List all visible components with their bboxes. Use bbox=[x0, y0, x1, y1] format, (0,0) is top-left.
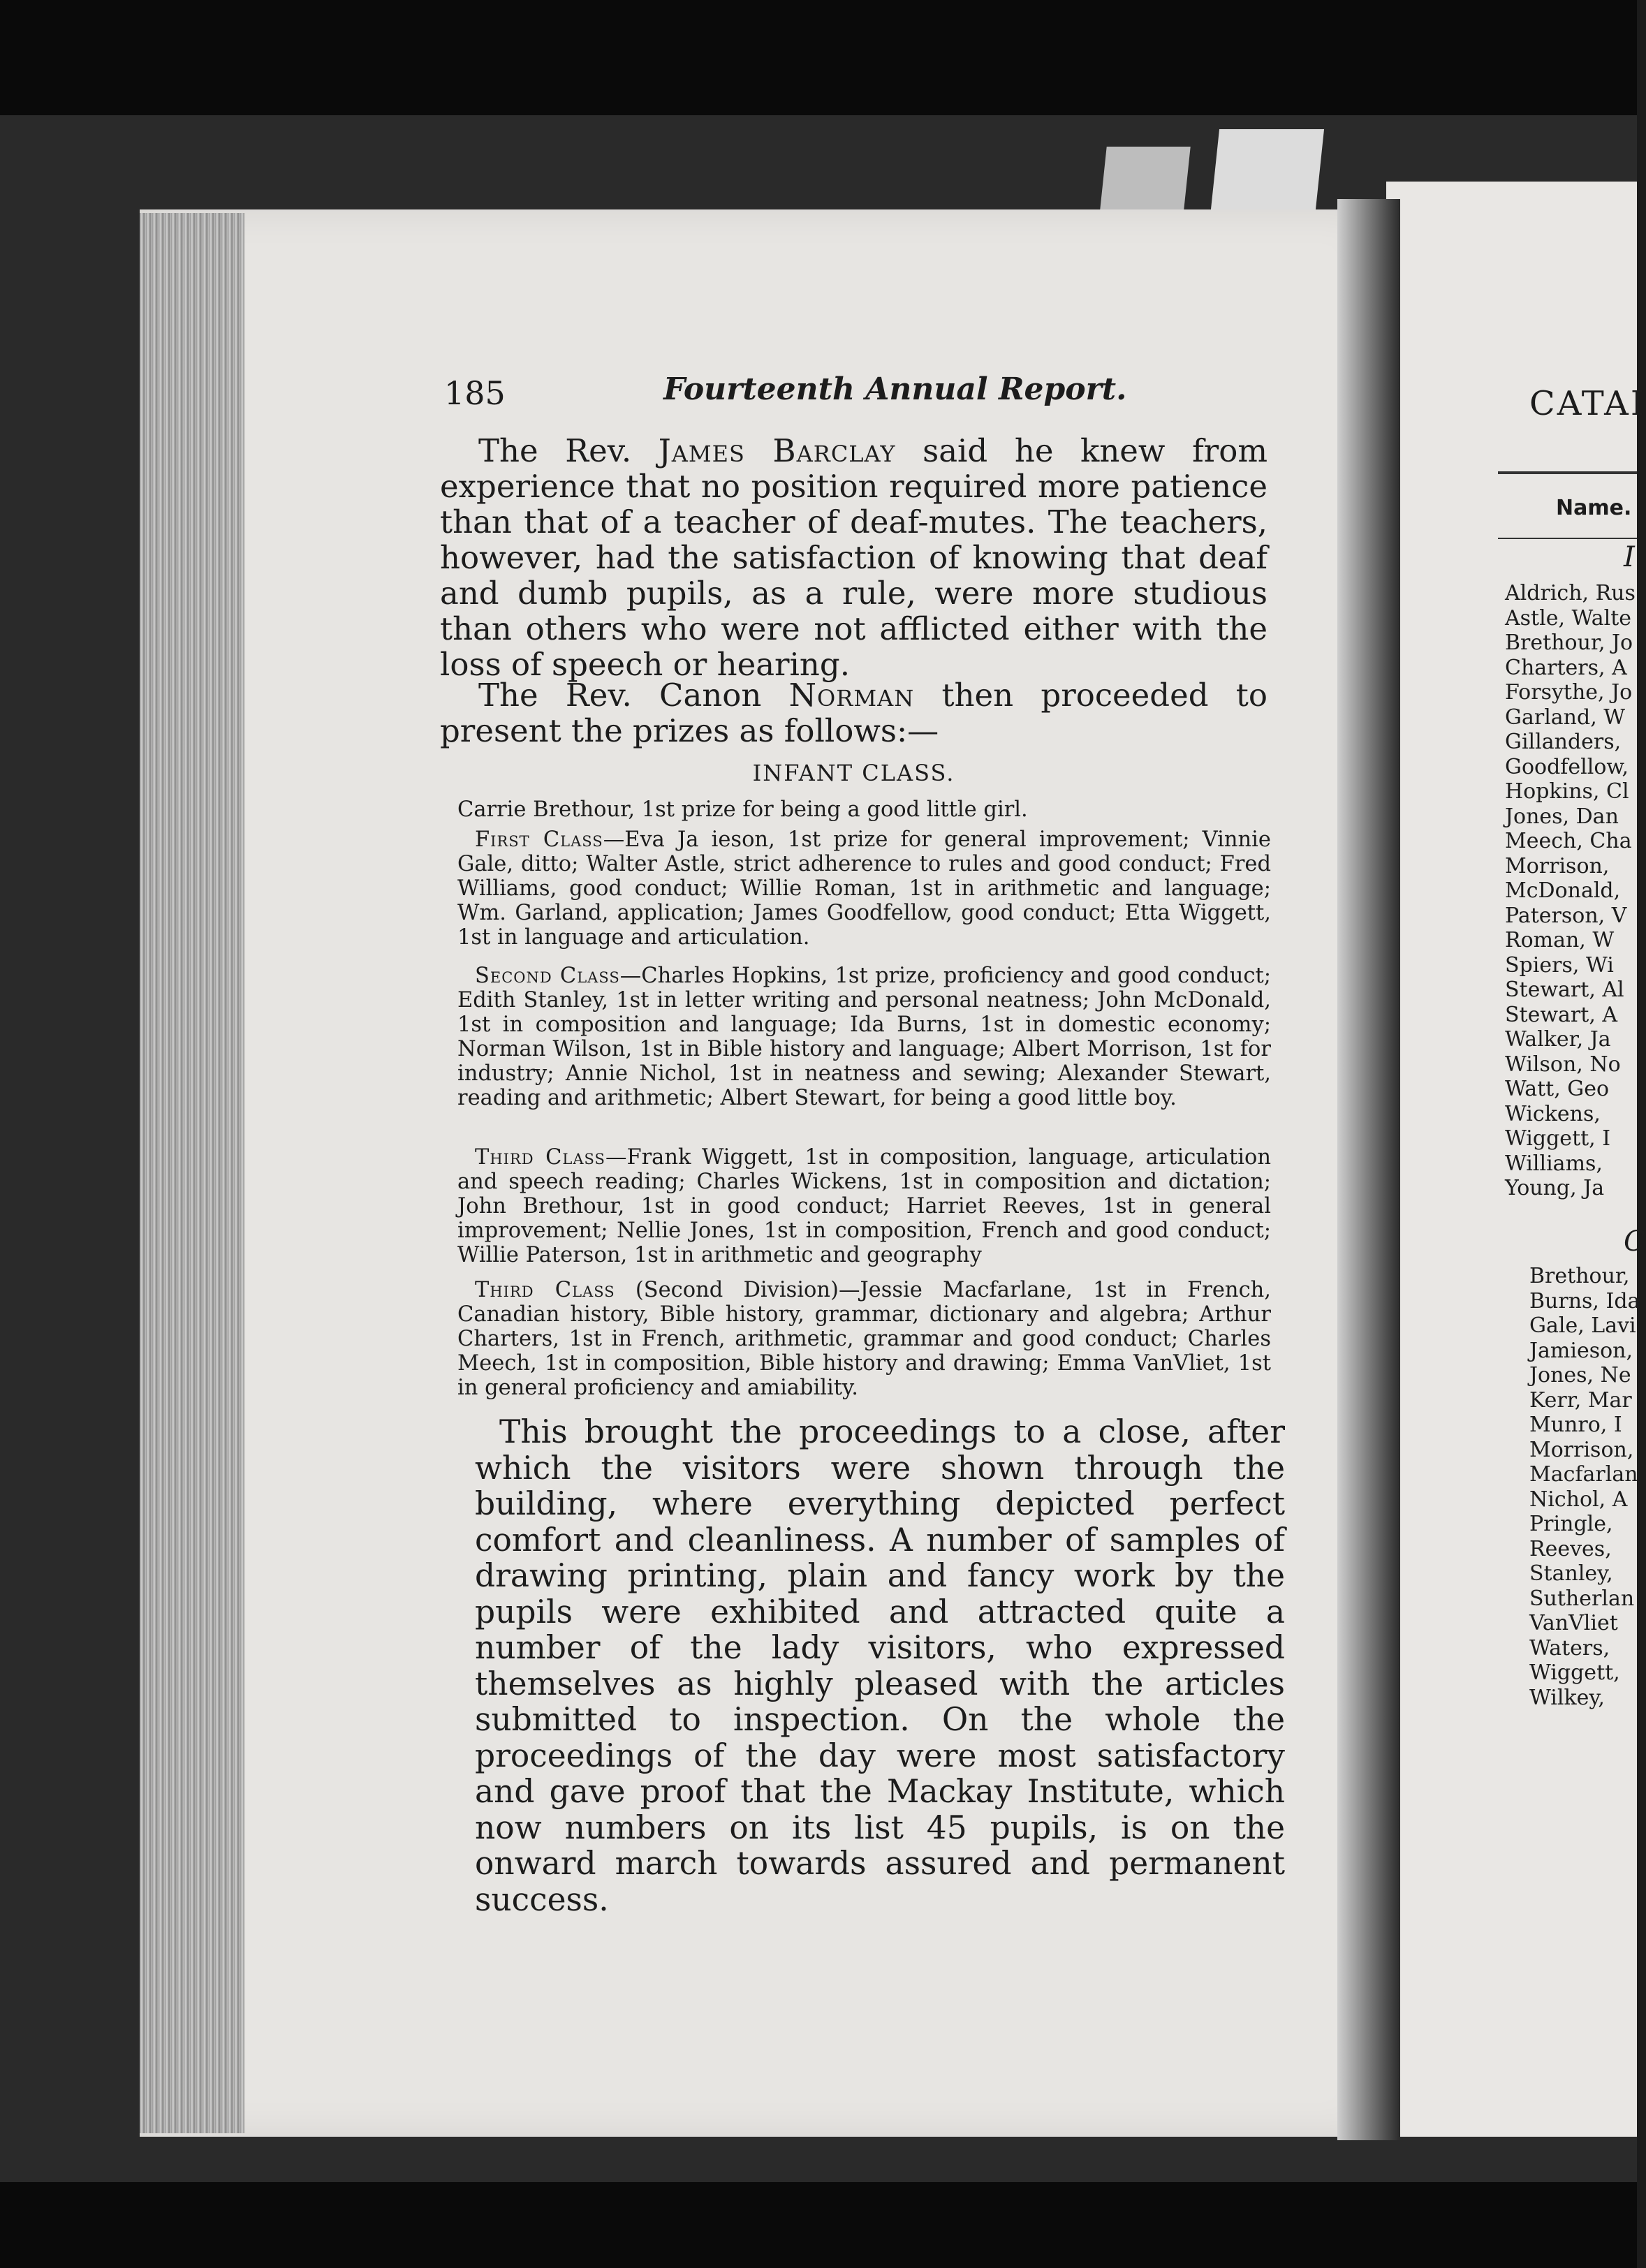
list-item: Brethour, bbox=[1529, 1264, 1630, 1288]
list-item: Paterson, V bbox=[1505, 903, 1627, 928]
prize-text: —Eva Ja ieson, 1st prize for general improvement; Vinnie Gale, ditto; Walter Astle, strict adherence to rules and good conduct; Fred Williams, good conduct; Willie Roman, 1st in arithmetic and language; Wm. Garland, application; James Goodfellow, good conduct; Etta Wiggett, 1st in language and articulation. bbox=[457, 827, 1271, 950]
prize-text: —Frank Wiggett, 1st in composition, language, articulation and speech reading; Charles Wickens, 1st in composition and dictation; John Brethour, 1st in good conduct; Harriet Reeves, 1st in general improvement; Nellie Jones, 1st in composition, French and good conduct; Willie Paterson, 1st in arithmetic and geography bbox=[457, 1145, 1271, 1267]
speaker-name: Norman bbox=[788, 677, 915, 714]
list-item: Morrison, bbox=[1529, 1437, 1634, 1462]
prize-text: (Second Division)—Jessie Macfarlane, 1st in French, Canadian history, Bible history, grammar, dictionary and algebra; Arthur Charters, 1st in French, arithmetic, grammar and good conduct; Charles Meech, 1st in composition, Bible history and drawing; Emma VanVliet, 1st in general proficiency and amiability. bbox=[457, 1278, 1271, 1400]
section-mark: I bbox=[1624, 541, 1635, 573]
list-item: VanVliet bbox=[1529, 1611, 1618, 1635]
second-class-prizes bbox=[457, 964, 1271, 1110]
list-item: Spiers, Wi bbox=[1505, 952, 1614, 978]
list-item: Walker, Ja bbox=[1505, 1027, 1611, 1052]
prize-text: —Charles Hopkins, 1st prize, proficiency and good conduct; Edith Stanley, 1st in letter writing and personal neatness; John McDonald, 1st in composition and language; Ida Burns, 1st in domestic economy; Norman Wilson, 1st in Bible history and language; Albert Morrison, 1st for industry; Annie Nichol, 1st in neatness and sewing; Alexander Stewart, reading and arithmetic; Albert Stewart, for being a good little boy. bbox=[457, 964, 1271, 1110]
binding-tab bbox=[1100, 147, 1190, 209]
list-item: Macfarlan bbox=[1529, 1462, 1638, 1487]
book-gutter bbox=[1337, 199, 1400, 2140]
list-item: Williams, bbox=[1505, 1151, 1603, 1176]
list-item: Charters, A bbox=[1505, 655, 1627, 680]
list-item: McDonald, bbox=[1505, 878, 1621, 903]
list-item: Jones, Dan bbox=[1505, 804, 1619, 829]
list-item: Morrison, bbox=[1505, 853, 1610, 878]
class-label: Second Class bbox=[475, 964, 620, 988]
text: said he knew from experience that no position required more patience than that of a teacher of deaf-mutes. The teachers, however, had the satisfaction of knowing that deaf and dumb pupils, as a rule, were more studious than others who were not afflicted either with the loss of speech or hearing. bbox=[440, 432, 1267, 683]
name-list bbox=[1505, 581, 1636, 1201]
list-item: Stewart, Al bbox=[1505, 978, 1624, 1002]
film-border-top bbox=[0, 0, 1637, 115]
class-label: Third Class bbox=[475, 1278, 615, 1302]
list-item: Wickens, bbox=[1505, 1101, 1601, 1126]
list-item: Kerr, Mar bbox=[1529, 1387, 1632, 1413]
text: The Rev. Canon bbox=[478, 677, 789, 714]
list-item: Jamieson, bbox=[1529, 1338, 1633, 1363]
list-item: Nichol, A bbox=[1529, 1487, 1628, 1512]
list-item: Waters, bbox=[1529, 1635, 1610, 1660]
list-item: Sutherlan bbox=[1529, 1586, 1635, 1611]
list-item: Burns, Ida bbox=[1529, 1288, 1640, 1313]
third-class-second-division-prizes bbox=[457, 1278, 1271, 1400]
list-item: Aldrich, Rus bbox=[1505, 581, 1636, 605]
list-item: Stewart, A bbox=[1505, 1002, 1618, 1027]
list-item: Gillanders, bbox=[1505, 730, 1622, 754]
list-item: Wilson, No bbox=[1505, 1052, 1621, 1077]
list-item: Stanley, bbox=[1529, 1561, 1613, 1586]
text: The Rev. bbox=[478, 432, 659, 469]
list-item: Garland, W bbox=[1505, 705, 1626, 730]
class-label: First Class bbox=[475, 827, 603, 852]
list-item: Wilkey, bbox=[1529, 1685, 1605, 1710]
paragraph-barclay bbox=[440, 433, 1267, 682]
film-border-bottom bbox=[0, 2182, 1637, 2268]
infant-class-prizes: Carrie Brethour, 1st prize for being a good little girl. bbox=[457, 797, 1028, 822]
rule bbox=[1498, 471, 1637, 474]
list-item: Watt, Geo bbox=[1505, 1077, 1610, 1101]
list-item: Brethour, Jo bbox=[1505, 631, 1633, 655]
name-list bbox=[1529, 1264, 1640, 1710]
column-header-name: Name. bbox=[1556, 496, 1632, 520]
list-item: Roman, W bbox=[1505, 928, 1615, 952]
section-mark: C bbox=[1624, 1225, 1645, 1258]
list-item: Gale, Lavi bbox=[1529, 1313, 1636, 1338]
paragraph-norman bbox=[440, 677, 1267, 749]
list-item: Goodfellow, bbox=[1505, 754, 1629, 779]
binding-tab bbox=[1211, 129, 1324, 209]
list-item: Astle, Walte bbox=[1505, 605, 1632, 631]
list-item: Hopkins, Cl bbox=[1505, 779, 1629, 804]
list-item: Pringle, bbox=[1529, 1512, 1613, 1536]
class-label: Third Class bbox=[475, 1145, 605, 1170]
text: then proceeded to present the prizes as follows:— bbox=[440, 677, 1267, 749]
list-item: Forsythe, Jo bbox=[1505, 680, 1633, 705]
right-page-title: CATAI bbox=[1529, 384, 1646, 423]
first-class-prizes bbox=[457, 827, 1271, 950]
list-item: Jones, Ne bbox=[1529, 1363, 1631, 1387]
page-number: 185 bbox=[444, 374, 506, 412]
list-item: Reeves, bbox=[1529, 1536, 1612, 1561]
list-item: Munro, I bbox=[1529, 1413, 1622, 1437]
speaker-name: James Barclay bbox=[658, 432, 896, 469]
list-item: Young, Ja bbox=[1505, 1176, 1605, 1200]
list-item: Wiggett, bbox=[1529, 1660, 1620, 1685]
third-class-prizes bbox=[457, 1145, 1271, 1267]
infant-class-heading: INFANT CLASS. bbox=[752, 760, 955, 786]
running-title: Fourteenth Annual Report. bbox=[663, 371, 1127, 407]
closing-paragraph: This brought the proceedings to a close, after which the visitors were shown through the building, where everything depicted perfect comfort and cleanliness. A number of samples of drawing printing, plain and fancy work by the pupils were exhibited and attracted quite a number of the lady visitors, who expressed themselves as highly pleased with the articles submitted to inspection. On the whole the proceedings of the day were most satisfactory and gave proof that the Mackay Institute, which now numbers on its list 45 pupils, is on the onward march towards assured and permanent success. bbox=[475, 1413, 1285, 1918]
rule bbox=[1498, 538, 1637, 539]
list-item: Wiggett, I bbox=[1505, 1126, 1611, 1151]
page-edges bbox=[140, 213, 244, 2133]
list-item: Meech, Cha bbox=[1505, 829, 1632, 853]
